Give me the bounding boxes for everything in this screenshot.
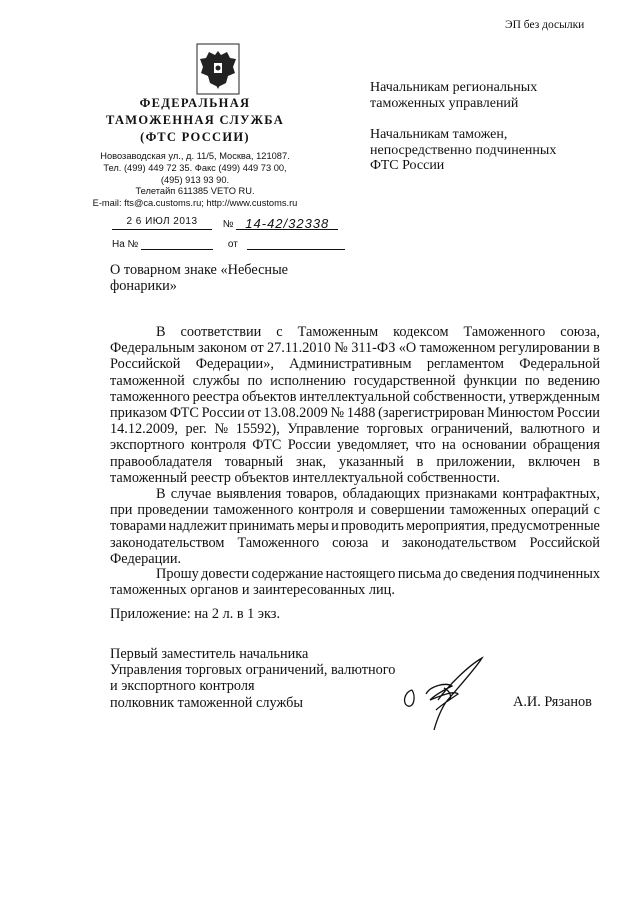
paragraph-line <box>110 502 600 518</box>
word: по <box>247 372 263 389</box>
ref-number-field <box>141 236 213 250</box>
word: по <box>524 372 540 389</box>
subject-line: О товарном знаке «Небесные <box>110 262 289 278</box>
contact-line: Новозаводская ул., д. 11/5, Москва, 121087. <box>100 151 290 161</box>
word: службы <box>192 372 240 389</box>
word: совершении <box>370 502 445 519</box>
word: функции <box>463 372 518 389</box>
paragraph-line <box>110 566 600 582</box>
paragraph-line: Федерации. <box>110 550 182 567</box>
word: указанный <box>339 453 404 470</box>
paragraph-line: таможенный реестр объектов интеллектуальной собственности. <box>110 469 500 486</box>
word: товаров, <box>286 486 338 502</box>
word: Административным <box>289 356 412 373</box>
position-line: и экспортного контроля <box>110 678 255 695</box>
ref-label: На № <box>112 239 139 250</box>
word: обращения <box>532 437 600 454</box>
word: с <box>276 324 283 340</box>
word: № <box>334 340 348 357</box>
word: экспортного <box>110 437 185 454</box>
word: выявления <box>216 486 282 502</box>
word: утвержденным <box>508 388 600 405</box>
word: контроля <box>190 437 247 454</box>
word: кодексом <box>393 324 449 340</box>
addressee-line: непосредственно подчиненных <box>370 142 557 158</box>
word: 13.08.2009 <box>263 405 328 422</box>
word: довести <box>201 566 250 582</box>
word: В <box>156 324 166 340</box>
word: Таможенного <box>237 534 320 551</box>
word: настоящего <box>325 566 396 582</box>
subject-line: фонарики» <box>110 278 177 295</box>
word: Минюстом <box>487 405 555 422</box>
word: от <box>247 405 261 422</box>
word: (зарегистрирован <box>378 405 485 422</box>
addressee-line: Начальникам региональных <box>370 80 538 95</box>
word: ведению <box>547 372 600 389</box>
word: приказом <box>110 405 168 422</box>
addressee-line: таможенных управлений <box>370 95 519 111</box>
word: надлежит <box>168 518 227 535</box>
word: России <box>287 437 331 454</box>
word: операций <box>531 502 589 519</box>
position-line: Управления торговых ограничений, валютного <box>110 662 396 679</box>
word: № <box>330 405 345 422</box>
signatory-position <box>110 646 395 711</box>
paragraph-2 <box>110 486 600 567</box>
word: основании <box>462 437 527 454</box>
paragraph-line <box>110 373 600 389</box>
word: при <box>110 502 133 519</box>
word: контрафактных, <box>502 486 600 502</box>
addressee-block-2 <box>370 127 556 174</box>
word: торговых <box>366 421 424 438</box>
word: Таможенным <box>297 324 379 340</box>
word: ограничений, <box>430 421 513 438</box>
word: контроля <box>298 502 354 519</box>
word: реестра <box>192 388 240 405</box>
word: 27.11.2010 <box>266 340 331 357</box>
word: законодательством <box>402 534 517 551</box>
word: меры <box>296 518 329 535</box>
word: что <box>415 437 436 454</box>
contact-line: Тел. (499) 449 72 35. Факс (499) 449 73 00, <box>103 162 287 173</box>
word: подчиненных <box>517 566 600 582</box>
paragraph-line <box>110 518 600 534</box>
paragraph-line <box>110 324 600 340</box>
word: собственности, <box>413 388 507 405</box>
word: и <box>381 534 390 551</box>
paragraph-line <box>110 356 600 372</box>
word: предусмотренные <box>491 518 600 535</box>
word: включен <box>528 453 581 470</box>
word: мероприятия, <box>406 518 489 535</box>
word: союза, <box>560 324 600 340</box>
paragraph-line <box>110 486 600 502</box>
word: признаками <box>425 486 498 502</box>
word: в <box>416 453 424 470</box>
state-emblem-icon <box>196 43 240 95</box>
paragraph-3 <box>110 566 600 598</box>
word: и <box>592 421 600 438</box>
word: товарами <box>110 518 167 535</box>
word: проведении <box>137 502 209 519</box>
paragraph-line <box>110 535 600 551</box>
paragraph-line <box>110 340 600 356</box>
word: России <box>201 405 245 422</box>
paragraph-line <box>110 454 600 470</box>
word: сведения <box>460 566 516 582</box>
word: 14.12.2009, <box>110 421 178 438</box>
word: таможенном <box>419 340 496 357</box>
word: России <box>556 405 600 422</box>
paragraph-line <box>110 389 600 405</box>
word: проводить <box>340 518 404 535</box>
word: Федеральным <box>110 340 195 357</box>
word: правообладателя <box>110 453 213 470</box>
position-line: Первый заместитель начальника <box>110 646 309 662</box>
word: и <box>358 502 366 519</box>
word: интеллектуальной <box>299 388 411 405</box>
word: «О <box>398 340 417 357</box>
word: регламентом <box>426 356 504 373</box>
word: на <box>441 437 456 454</box>
word: письма <box>397 566 442 582</box>
contact-line: Телетайп 611385 VETO RU. <box>135 186 255 197</box>
contact-block <box>60 151 330 210</box>
contact-line: (495) 913 93 90. <box>160 174 230 185</box>
word: законом <box>198 340 247 357</box>
paragraph-line: таможенных органов и заинтересованных лиц. <box>110 582 395 599</box>
word: Российской <box>110 356 181 373</box>
paragraph-line <box>110 421 600 437</box>
word: законодательством <box>110 534 225 551</box>
word: Таможенного <box>463 324 546 340</box>
word: 15592), <box>235 421 280 438</box>
word: и <box>331 518 339 535</box>
addressee-block-1 <box>370 80 537 111</box>
from-date-field <box>247 236 345 250</box>
word: Прошу <box>156 566 199 582</box>
word: ФТС <box>252 437 282 454</box>
word: до <box>443 566 459 582</box>
word: Российской <box>529 534 600 551</box>
registration-number: 14-42/32338 <box>236 216 338 230</box>
word: объектов <box>241 388 297 405</box>
registration-line <box>112 216 338 230</box>
paragraph-1 <box>110 324 600 486</box>
contact-line: E-mail: fts@ca.customs.ru; http://www.customs.ru <box>92 198 298 209</box>
word: таможенного <box>213 502 294 519</box>
signature-icon <box>398 652 490 732</box>
word: в <box>593 340 600 357</box>
word: содержание <box>251 566 324 582</box>
word: таможенной <box>110 372 185 389</box>
paragraph-line <box>110 405 600 421</box>
word: с <box>593 502 600 519</box>
subject <box>110 262 288 294</box>
word: В <box>156 486 166 502</box>
word: 1488 <box>346 405 376 422</box>
word: от <box>250 340 264 357</box>
word: Управление <box>287 421 360 438</box>
word: рег. <box>185 421 207 438</box>
word: приложении, <box>436 453 516 470</box>
position-line: полковник таможенной службы <box>110 694 304 711</box>
word: уведомляет, <box>337 437 409 454</box>
word: знак, <box>295 453 327 470</box>
addressee-line: Начальникам таможен, <box>370 127 508 142</box>
attachment-note: Приложение: на 2 л. в 1 экз. <box>110 606 281 622</box>
signatory-name: А.И. Рязанов <box>513 694 592 710</box>
word: обладающих <box>342 486 421 502</box>
from-label: от <box>227 239 238 250</box>
word: таможенных <box>449 502 527 519</box>
word: в <box>593 453 600 470</box>
org-short-name: (ФТС РОССИИ) <box>140 130 250 144</box>
org-name-line-2: ТАМОЖЕННАЯ СЛУЖБА <box>105 113 285 127</box>
word: регулировании <box>498 340 590 357</box>
word: валютного <box>520 421 585 438</box>
word: соответствии <box>180 324 262 340</box>
word: 311-ФЗ <box>351 340 396 357</box>
word: исполнению <box>270 372 346 389</box>
addressee-line: ФТС России <box>370 158 445 174</box>
word: Федеральной <box>519 356 600 373</box>
registration-date: 2 6 ИЮЛ 2013 <box>112 216 212 230</box>
number-label: № <box>222 219 234 230</box>
org-name-line-1: ФЕДЕРАЛЬНАЯ <box>139 96 251 110</box>
word: № <box>214 421 229 438</box>
word: случае <box>170 486 212 502</box>
word: союза <box>332 534 369 551</box>
word: ФТС <box>169 405 199 422</box>
word: государственной <box>353 372 456 389</box>
paragraph-line <box>110 437 600 453</box>
reference-line <box>112 236 345 250</box>
dispatch-note: ЭП без досылки <box>505 19 585 31</box>
word: товарный <box>224 453 284 470</box>
word: Федерации», <box>195 356 274 373</box>
word: принимать <box>229 518 295 535</box>
word: таможенного <box>110 388 190 405</box>
